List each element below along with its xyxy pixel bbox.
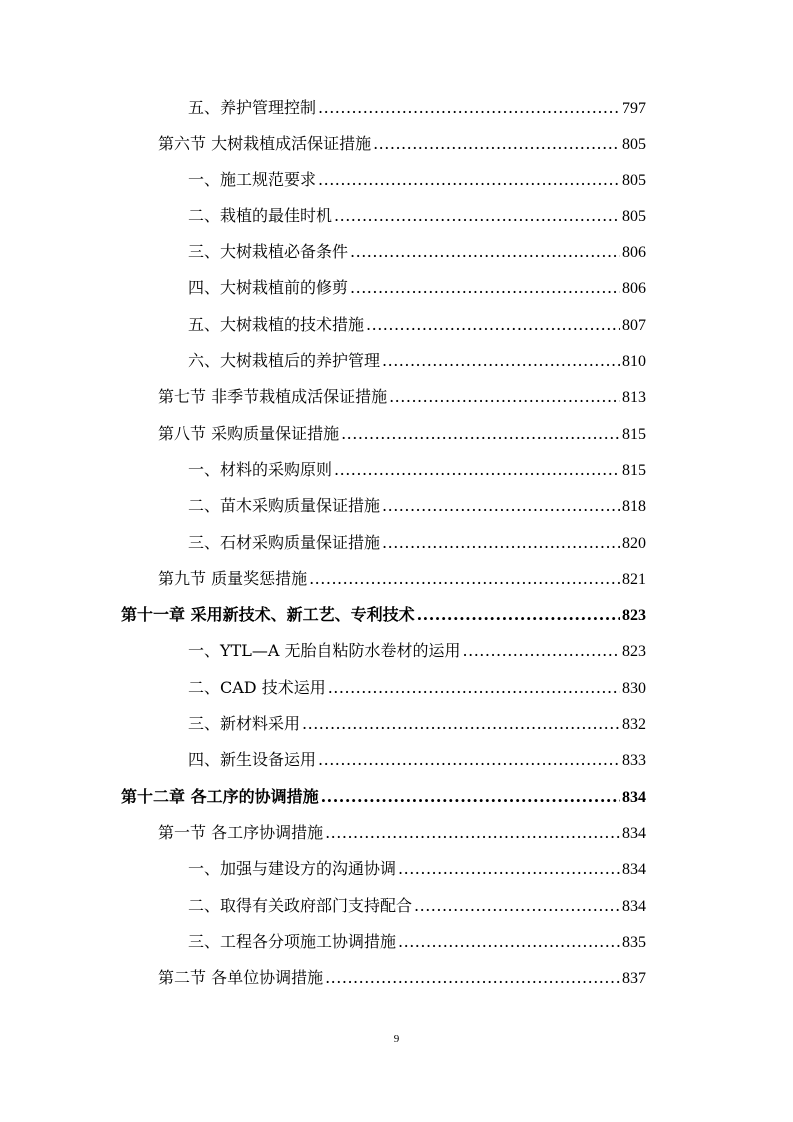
dot-leader <box>309 561 620 597</box>
dot-leader <box>398 924 620 960</box>
toc-entry[interactable] <box>158 815 646 851</box>
toc-entry-title: 第七节 非季节栽植成活保证措施 <box>158 387 388 406</box>
toc-entry[interactable] <box>188 307 646 343</box>
dot-leader <box>350 270 620 306</box>
toc-entry-page: 805 <box>622 208 646 225</box>
toc-entry-title: 第一节 各工序协调措施 <box>158 823 324 842</box>
toc-entry-title: 第六节 大树栽植成活保证措施 <box>158 134 372 153</box>
toc-entry-page: 834 <box>622 861 646 878</box>
toc-entry-title: 二、苗木采购质量保证措施 <box>188 496 381 515</box>
toc-entry-page: 807 <box>622 317 646 334</box>
toc-entry-title: 五、养护管理控制 <box>188 98 317 117</box>
dot-leader <box>366 307 620 343</box>
dot-leader <box>373 126 620 162</box>
toc-entry[interactable] <box>188 742 646 778</box>
toc-entry[interactable] <box>158 416 646 452</box>
toc-entry-title: 一、YTL—A 无胎自粘防水卷材的运用 <box>188 641 461 660</box>
page-number: 9 <box>393 1033 400 1045</box>
toc-entry[interactable] <box>158 561 646 597</box>
toc-entry[interactable] <box>188 851 646 887</box>
toc-entry[interactable] <box>188 343 646 379</box>
dot-leader <box>417 597 620 633</box>
toc-entry-title: 三、工程各分项施工协调措施 <box>188 932 397 951</box>
dot-leader <box>382 525 620 561</box>
toc-entry-page: 835 <box>622 934 646 951</box>
toc-entry-title: 二、CAD 技术运用 <box>188 678 326 697</box>
toc-entry[interactable] <box>158 960 646 996</box>
dot-leader <box>350 234 620 270</box>
dot-leader <box>325 815 620 851</box>
toc-entry-page: 818 <box>622 498 646 515</box>
toc-entry[interactable] <box>188 488 646 524</box>
dot-leader <box>328 670 620 706</box>
toc-entry[interactable] <box>158 379 646 415</box>
dot-leader <box>341 416 620 452</box>
toc-entry[interactable] <box>188 234 646 270</box>
toc-entry-title: 第八节 采购质量保证措施 <box>158 424 340 443</box>
toc-entry-page: 823 <box>622 607 646 624</box>
toc-entry[interactable] <box>188 452 646 488</box>
toc-entry-title: 五、大树栽植的技术措施 <box>188 315 365 334</box>
toc-entry-title: 一、施工规范要求 <box>188 170 317 189</box>
dot-leader <box>334 198 620 234</box>
toc-entry-page: 834 <box>622 825 646 842</box>
toc-entry-page: 805 <box>622 172 646 189</box>
dot-leader <box>302 706 620 742</box>
toc-entry-page: 815 <box>622 426 646 443</box>
toc-entry-title: 第九节 质量奖惩措施 <box>158 569 308 588</box>
toc-entry[interactable] <box>188 633 646 669</box>
toc-entry-page: 806 <box>622 244 646 261</box>
toc-entry-page: 821 <box>622 571 646 588</box>
toc-entry-page: 820 <box>622 535 646 552</box>
toc-entry-page: 813 <box>622 389 646 406</box>
toc-entry-page: 805 <box>622 136 646 153</box>
toc-entry[interactable] <box>188 670 646 706</box>
toc-entry-page: 806 <box>622 280 646 297</box>
dot-leader <box>414 888 620 924</box>
toc-entry[interactable] <box>188 888 646 924</box>
dot-leader <box>389 379 620 415</box>
dot-leader <box>398 851 620 887</box>
dot-leader <box>382 488 620 524</box>
dot-leader <box>318 90 620 126</box>
toc-entry-page: 810 <box>622 353 646 370</box>
toc-entry[interactable] <box>188 90 646 126</box>
toc-entry-page: 823 <box>622 643 646 660</box>
toc-entry-title: 二、取得有关政府部门支持配合 <box>188 896 413 915</box>
toc-entry-title: 第十二章 各工序的协调措施 <box>121 787 319 806</box>
toc-entry[interactable] <box>188 525 646 561</box>
toc-entry-page: 832 <box>622 716 646 733</box>
toc-entry-title: 四、大树栽植前的修剪 <box>188 278 349 297</box>
toc-entry-page: 830 <box>622 680 646 697</box>
toc-entry[interactable] <box>188 270 646 306</box>
dot-leader <box>318 162 620 198</box>
toc-entry-page: 797 <box>622 100 646 117</box>
toc-chapter-entry[interactable] <box>121 597 646 633</box>
toc-chapter-entry[interactable] <box>121 779 646 815</box>
toc-entry-title: 一、加强与建设方的沟通协调 <box>188 859 397 878</box>
toc-entry[interactable] <box>188 198 646 234</box>
toc-entry[interactable] <box>188 706 646 742</box>
toc-entry-page: 834 <box>622 789 646 806</box>
toc-entry[interactable] <box>188 924 646 960</box>
toc-entry-title: 一、材料的采购原则 <box>188 460 333 479</box>
toc-entry-title: 三、大树栽植必备条件 <box>188 242 349 261</box>
toc-entry-page: 837 <box>622 970 646 987</box>
toc-entry-title: 三、石材采购质量保证措施 <box>188 533 381 552</box>
toc-entry-title: 三、新材料采用 <box>188 714 301 733</box>
toc-entry[interactable] <box>158 126 646 162</box>
toc-entry-page: 833 <box>622 752 646 769</box>
dot-leader <box>463 633 620 669</box>
toc-entry-title: 四、新生设备运用 <box>188 750 317 769</box>
toc-entry-page: 834 <box>622 898 646 915</box>
toc-entry-page: 815 <box>622 462 646 479</box>
toc-entry-title: 第十一章 采用新技术、新工艺、专利技术 <box>121 605 415 624</box>
toc-entry-title: 第二节 各单位协调措施 <box>158 968 324 987</box>
dot-leader <box>325 960 620 996</box>
toc-entry-title: 六、大树栽植后的养护管理 <box>188 351 381 370</box>
toc-entry[interactable] <box>188 162 646 198</box>
dot-leader <box>321 779 620 815</box>
toc-entry-title: 二、栽植的最佳时机 <box>188 206 333 225</box>
dot-leader <box>318 742 620 778</box>
dot-leader <box>334 452 620 488</box>
dot-leader <box>382 343 620 379</box>
